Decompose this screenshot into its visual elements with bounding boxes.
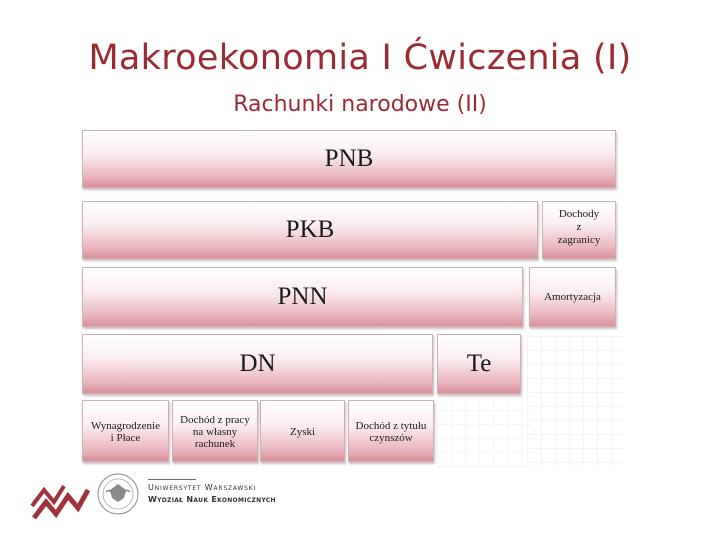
dochody-label-line3: zagranicy xyxy=(557,234,601,246)
zyski-box xyxy=(260,400,345,462)
pnb-box xyxy=(82,130,616,188)
wynagrodzenie-box xyxy=(82,400,169,462)
pnb-label: PNB xyxy=(324,145,374,172)
pnn-box xyxy=(82,267,523,327)
university-crest-icon xyxy=(96,468,140,520)
university-name: Uniwersytet Warszawski xyxy=(148,483,257,492)
pkb-box xyxy=(82,201,538,259)
slide-title: Makroekonomia I Ćwiczenia (I) xyxy=(88,38,632,78)
wynagrodzenie-line1: Wynagrodzenie xyxy=(91,420,160,432)
dochod-z-pracy-line1: Dochód z pracy xyxy=(180,414,250,426)
footer-divider xyxy=(148,479,196,480)
dochody-label-line2: z xyxy=(576,221,582,233)
dochody-label-line1: Dochody xyxy=(558,208,600,220)
dochod-z-pracy-box xyxy=(172,400,258,462)
dn-label: DN xyxy=(239,350,276,377)
pnn-label: PNN xyxy=(277,283,328,310)
background-grid-lower xyxy=(437,396,532,468)
dochod-z-tytulu-line2: czynszów xyxy=(369,432,413,444)
wynagrodzenie-line2: i Płace xyxy=(110,432,141,444)
amortyzacja-box xyxy=(529,267,616,327)
pkb-label: PKB xyxy=(285,216,335,243)
te-box xyxy=(437,334,521,394)
dochody-z-zagranicy-box xyxy=(542,201,616,259)
zyski-label: Zyski xyxy=(289,426,316,438)
faculty-logo-icon xyxy=(30,478,90,524)
slide-subtitle: Rachunki narodowe (II) xyxy=(233,92,487,117)
background-grid xyxy=(527,336,622,466)
dn-box xyxy=(82,334,433,394)
faculty-name: Wydział Nauk Ekonomicznych xyxy=(148,495,276,504)
te-label: Te xyxy=(466,350,492,377)
dochod-z-pracy-line2: na własny xyxy=(192,426,238,438)
dochod-z-pracy-line3: rachunek xyxy=(194,438,236,450)
dochod-z-tytulu-line1: Dochód z tytułu xyxy=(355,420,427,432)
dochod-z-tytulu-box xyxy=(348,400,434,462)
amortyzacja-label: Amortyzacja xyxy=(544,291,601,303)
